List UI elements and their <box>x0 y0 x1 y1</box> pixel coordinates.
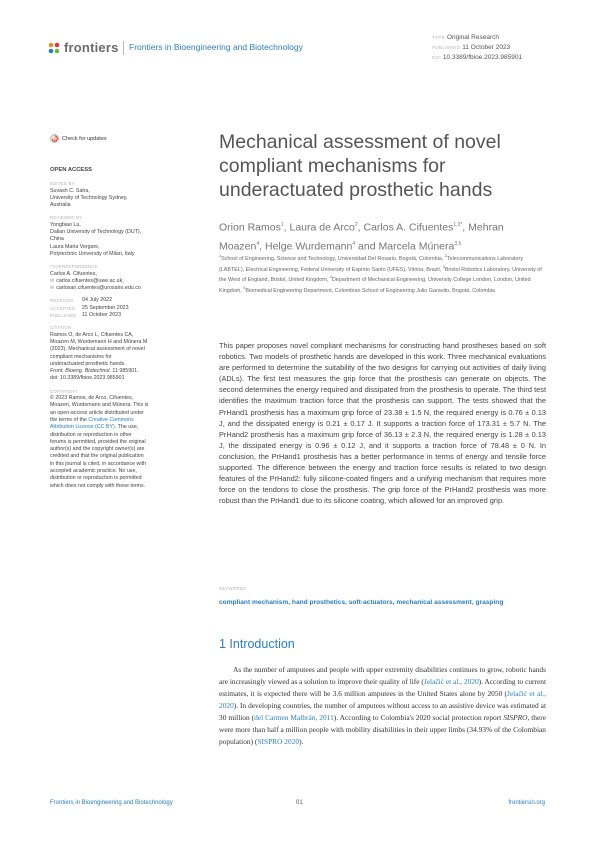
correspondence-name: Carlos A. Cifuentes, <box>50 270 97 277</box>
header-divider <box>123 41 124 55</box>
author[interactable]: Marcela Múnera <box>378 240 455 252</box>
copyright-text-2: The use, distribution or reproduction in other forums is permitted, provided the original author(s) and the copyright owner(s) are credited and that the original publication in this journal is cited, in accordance with accepted academic practice. No use, distribution or reproduction is permitted which does not comply with these terms. <box>50 424 146 489</box>
copyright-text-1: © 2023 Ramos, de Arco, Cifuentes, Moazen, Wurdemann and Múnera. This is an open-access article distributed under the terms of the <box>50 395 149 423</box>
citation-volume: 11:985901. <box>110 368 139 375</box>
email-text: carlos.cifuentes@uwe.ac.uk, <box>56 277 124 284</box>
author-conjunction: and <box>355 240 379 252</box>
intro-text: ). In developing countries, the number of amputees without access to an assistive device was estimated at 30 million ( <box>219 701 546 722</box>
frontiers-logo <box>48 40 119 55</box>
introduction-text <box>219 664 546 748</box>
page-footer <box>50 800 545 810</box>
affil-number: 2 <box>444 254 447 258</box>
author[interactable]: Carlos A. Cifuentes <box>363 221 454 234</box>
affil-text: Telecommunications Laboratory (LABTEL), Electrical Engineering, Federal University of Espírito Santo (UFES), Vitória, Brazil, <box>219 255 524 273</box>
accepted-value: 25 September 2023 <box>82 304 129 311</box>
affil-text: Bristol Robotics Laboratory, University of the West of England, Bristol, United Kingdom, <box>219 266 542 284</box>
email-text: carlosan.cifuentes@urosario.edu.co <box>56 285 141 292</box>
footer-journal[interactable]: Frontiers in Bioengineering and Biotechnology <box>50 800 173 806</box>
published-value: 11 October 2023 <box>82 312 122 319</box>
doi-label: DOI <box>432 55 441 60</box>
type-value: Original Research <box>446 34 499 41</box>
page-number: 01 <box>296 800 303 806</box>
intro-italic: SISPRO <box>503 713 528 722</box>
author-affil: 4 <box>256 240 260 247</box>
published-label: PUBLISHED <box>50 313 77 319</box>
author[interactable]: Laura de Arco <box>289 221 355 234</box>
author[interactable]: Helge Wurdemann <box>264 240 353 252</box>
article-meta <box>432 33 522 63</box>
affiliations <box>219 253 549 296</box>
author[interactable]: Orion Ramos <box>219 221 281 234</box>
intro-text: As the number of amputees and people with upper extremity disabilities continues to grow, robotic hands are increasingly viewed as a solution to improve their quality of life ( <box>219 665 546 686</box>
author-affil: 3,5 <box>454 240 462 247</box>
affil-number: 4 <box>329 275 332 280</box>
author[interactable]: Mehran Moazen <box>219 221 504 252</box>
author-affil: 1 <box>280 222 284 228</box>
copyright-text <box>50 395 185 490</box>
correspondence-email-1[interactable] <box>50 278 185 285</box>
affil-number: 5 <box>243 286 246 291</box>
journal-name[interactable]: Frontiers in Bioengineering and Biotechnology <box>129 42 303 52</box>
citation-source <box>50 368 185 375</box>
citation-doi[interactable]: doi: 10.3389/fbioe.2023.985901 <box>50 375 125 382</box>
type-label: TYPE <box>432 35 445 40</box>
author-affil: 4 <box>352 240 356 247</box>
edited-by-value: Suvash C. Saha, University of Technology Sydney, Australia <box>50 187 128 209</box>
abstract: This paper proposes novel compliant mechanisms for constructing hand prostheses based on soft robotics. Two models of prosthetic hands are developed in this work. Three mechanical evaluations are performed to determine the suitability of the two designs for carrying out activities of daily living (ADLs). The first test measures the grip force that the prosthesis can generate on objects. The second determines the energy required and dissipated from the prosthesis to operate. The third test identifies the maximum traction force that the prosthesis can support. The tests showed that the PrHand1 prosthesis has a maximum grip force of 23.38 ± 1.5 N, the required energy is 0.76 ± 0.13 J, and the dissipated energy is 0.21 ± 0.17 J. It supports a traction force of 173.31 ± 5.7 N. The PrHand2 prosthesis has a maximum grip force of 36.13 ± 2.3 N, the required energy is 1.28 ± 0.13 J, the dissipated energy is 0.96 ± 0.12 J, and it supports a traction force of 78.48 ± 0 N. In conclusion, the PrHand1 prosthesis has a better performance in terms of energy and tensile force supported. The difference between the energy and traction force results is related to two design features of the PrHand2: fully silicone-coated fingers and a unifying mechanism that requires more force on the tendons to close the prosthesis. The grip force of the PrHand2 prosthesis was more robust than the PrHand1 due to its silicone coating, which allowed for an improved grip. <box>219 341 546 506</box>
affil-text: School of Engineering, Science and Technology, Universidad Del Rosario, Bogotá, Colombia, <box>221 255 445 262</box>
doi-value[interactable]: 10.3389/fbioe.2023.985901 <box>442 54 523 61</box>
affil-number: 3 <box>442 264 445 269</box>
frontiers-logo-icon <box>48 42 60 54</box>
intro-text: ). According to Colombia's 2020 social protection report <box>333 713 504 722</box>
keywords-label: KEYWORDS <box>219 586 247 591</box>
intro-text: ). According to current estimates, it is expected there will be 3.6 million amputees in the United States alone by 2050 ( <box>219 677 546 698</box>
edited-by-label: EDITED BY <box>50 181 75 187</box>
article-title: Mechanical assessment of novel compliant mechanisms for underactuated prosthetic hands <box>219 131 501 201</box>
reviewed-by-label: REVIEWED BY <box>50 215 83 221</box>
citation-link[interactable]: Jelačić et al., 2020 <box>423 677 479 686</box>
published-label: PUBLISHED <box>432 45 461 50</box>
open-access-label: OPEN ACCESS <box>50 167 92 173</box>
citation-link[interactable]: Jelačić et al., 2020 <box>219 689 546 710</box>
reviewed-by-value: Yongbiao Lu, Dalian University of Technology (DUT), China Laura Maria Vergani, Polytechnic University of Milan, Italy <box>50 221 142 257</box>
correspondence-email-2[interactable] <box>50 285 185 292</box>
citation-text: Ramos O, de Arco L, Cifuentes CA, Moazen M, Wurdemann H and Múnera M (2023), Mechanical assessment of novel compliant mechanisms for underactuated prosthetic hands. <box>50 331 148 367</box>
email-icon: ✉ <box>50 277 55 284</box>
received-value: 04 July 2022 <box>82 297 113 304</box>
check-updates-label: Check for updates <box>62 135 107 142</box>
accepted-label: ACCEPTED <box>50 305 76 311</box>
citation-label: CITATION <box>50 325 72 331</box>
affil-number: 1 <box>219 254 222 258</box>
affil-text: Biomedical Engineering Department, Colombian School of Engineering Julio Garavito, Bogotá, Colombia <box>245 287 496 294</box>
article-sidebar <box>50 167 185 490</box>
received-label: RECEIVED <box>50 298 74 304</box>
check-for-updates-button[interactable] <box>50 134 107 143</box>
intro-paragraph <box>219 664 546 748</box>
footer-site-link[interactable]: frontiersin.org <box>508 800 545 806</box>
citation-journal: Front. Bioeng. Biotechnol. <box>50 368 111 375</box>
citation-link[interactable]: SISPRO 2020 <box>257 737 300 746</box>
logo-text: frontiers <box>64 40 119 55</box>
check-updates-icon <box>50 134 59 143</box>
author-affil: 2 <box>354 222 358 228</box>
intro-text: , there were more than half a million people with mobility disabilities in their upper limbs (34.93% of the Colombian population) ( <box>219 713 547 746</box>
email-icon: ✉ <box>50 285 55 292</box>
author-list: Orion Ramos$^1$, Laura de Arco$^2$, Carlos A. Cifuentes$^{1,3*}$, Mehran Moazen$^4$, Helge Wurdemann$^4$ and Marcela Múnera$^{3,5}$ <box>219 221 504 252</box>
published-value: 11 October 2023 <box>462 44 511 51</box>
affil-text: Department of Mechanical Engineering, University College London, London, United Kingdom, <box>219 277 531 294</box>
keywords[interactable]: compliant mechanism, hand prosthetics, soft-actuators, mechanical assessment, grasping <box>219 599 504 606</box>
author-affil: 1,3* <box>453 222 463 228</box>
section-heading: 1 Introduction <box>219 637 295 651</box>
correspondence-label: *CORRESPONDENCE <box>50 264 98 270</box>
intro-text: ). <box>299 737 304 746</box>
copyright-label: COPYRIGHT <box>50 388 78 394</box>
license-link[interactable]: Creative Commons Attribution License (CC BY). <box>50 416 134 431</box>
citation-link[interactable]: del Carmen Malbrán, 2011 <box>254 713 334 722</box>
